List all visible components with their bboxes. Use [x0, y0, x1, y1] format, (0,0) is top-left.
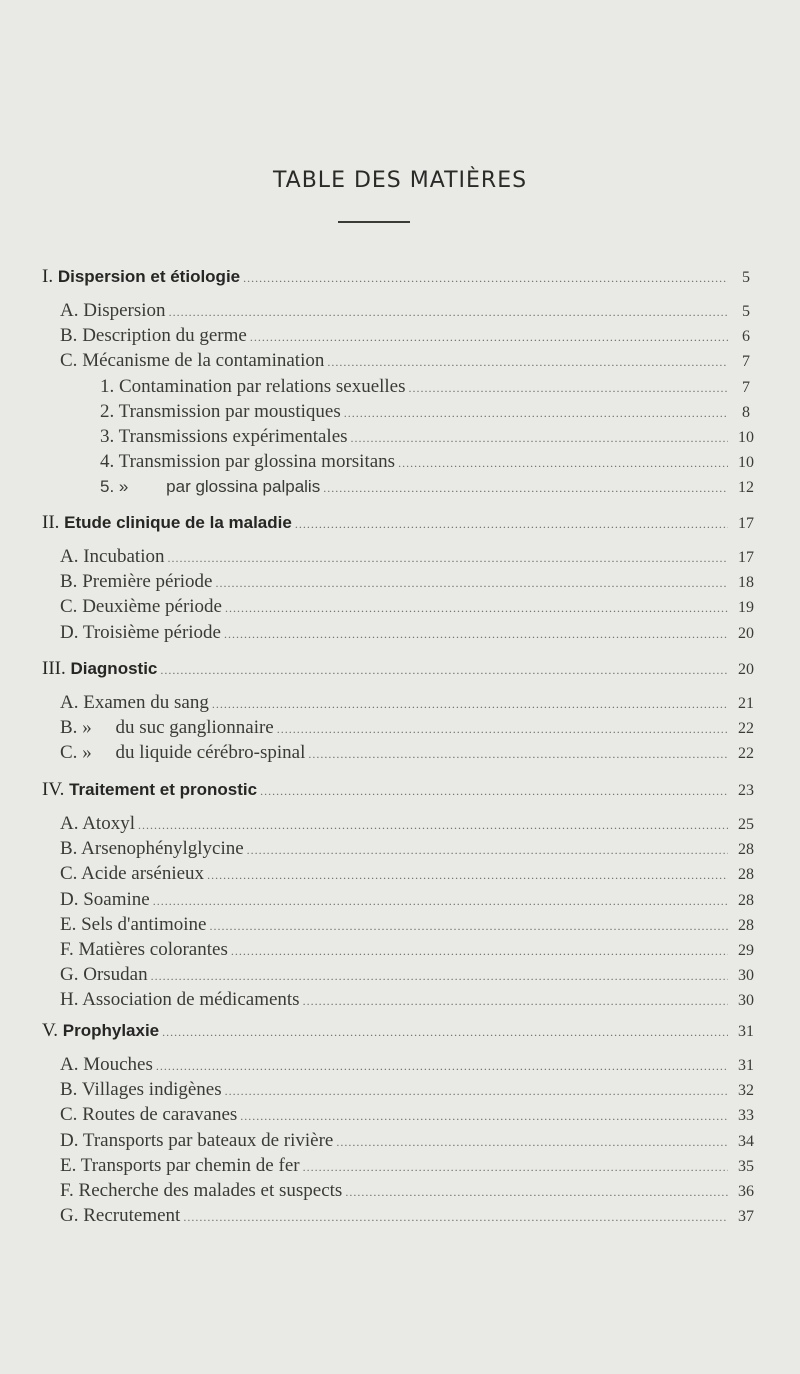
- toc-section-row: [42, 1018, 758, 1044]
- entry-label: [60, 912, 206, 938]
- entry-label: [60, 861, 204, 887]
- section-title: Dispersion et étiologie: [57, 267, 241, 286]
- entry-title: Transports par bateaux de rivière: [82, 1129, 334, 1151]
- dot-leader: [295, 511, 728, 537]
- entry-title: Atoxyl: [82, 813, 135, 834]
- section-title: Etude clinique de la maladie: [64, 513, 292, 532]
- entry-title: Soamine: [83, 888, 150, 910]
- toc-item-row: [60, 690, 758, 716]
- entry-title: Villages indigènes: [81, 1079, 222, 1101]
- entry-prefix: C.: [60, 863, 78, 885]
- page-number: 31: [738, 1057, 754, 1074]
- entry-prefix: C.: [60, 742, 78, 764]
- dot-leader: [225, 1078, 728, 1104]
- page-number: 31: [738, 1023, 754, 1040]
- page-number: 33: [738, 1107, 754, 1125]
- page-number: 5: [742, 303, 750, 320]
- page-number: 25: [738, 816, 754, 833]
- entry-title: Acide arsénieux: [81, 863, 205, 885]
- toc-item-row: [60, 298, 758, 324]
- entry-title: Recrutement: [83, 1205, 181, 1227]
- toc-section-row: [42, 264, 758, 290]
- entry-title: Examen du sang: [83, 692, 209, 713]
- page-number: 19: [738, 599, 754, 617]
- section-title: Traitement et pronostic: [69, 780, 258, 799]
- entry-prefix: A.: [60, 1054, 79, 1075]
- dot-leader: [212, 691, 728, 717]
- page-number: 22: [738, 745, 754, 763]
- page-number: 22: [738, 720, 754, 738]
- toc-subitem-row: [100, 399, 758, 425]
- entry-label: [60, 1102, 237, 1128]
- dot-leader: [151, 963, 728, 989]
- dot-leader: [160, 657, 728, 683]
- dot-leader: [409, 375, 728, 401]
- toc-item-row: [60, 1178, 758, 1204]
- dot-leader: [183, 1204, 728, 1230]
- entry-title: Sels d'antimoine: [81, 913, 207, 935]
- dot-leader: [169, 299, 728, 325]
- page-number: 28: [738, 841, 754, 859]
- entry-title: Dispersion: [83, 300, 166, 321]
- toc-item-row: [60, 620, 758, 646]
- entry-title: Matières colorantes: [78, 939, 228, 960]
- entry-prefix: B.: [60, 571, 78, 593]
- entry-prefix: G.: [60, 964, 79, 986]
- toc-subitem-row: [100, 374, 758, 400]
- entry-prefix: A.: [60, 300, 79, 321]
- entry-title: Description du germe: [82, 325, 247, 347]
- dot-leader: [303, 1154, 728, 1180]
- page-number: 28: [738, 891, 754, 909]
- entry-label: [60, 544, 165, 570]
- dot-leader: [351, 425, 728, 451]
- entry-title: Mouches: [83, 1054, 153, 1075]
- entry-label: [60, 937, 228, 963]
- entry-label: [60, 298, 166, 324]
- entry-prefix: G.: [60, 1205, 79, 1227]
- toc-item-row: [60, 544, 758, 570]
- entry-title: Première période: [82, 571, 213, 593]
- toc-item-row: [60, 937, 758, 963]
- entry-prefix: E.: [60, 1154, 77, 1176]
- page-number: 5: [742, 269, 750, 286]
- entry-prefix: 2.: [100, 400, 115, 422]
- dot-leader: [207, 862, 728, 888]
- entry-prefix: 5.: [100, 477, 115, 497]
- toc-item-row: [60, 348, 758, 374]
- section-number: V.: [42, 1020, 59, 1041]
- page-number: 32: [738, 1082, 754, 1100]
- dot-leader: [231, 938, 728, 964]
- dot-leader: [398, 450, 728, 476]
- section-title: Diagnostic: [70, 659, 158, 678]
- page-number: 20: [738, 624, 754, 642]
- entry-prefix: A.: [60, 813, 79, 834]
- entry-title: Orsudan: [83, 964, 148, 986]
- section-heading: [42, 656, 157, 682]
- entry-prefix: F.: [60, 939, 74, 960]
- toc-section-row: [42, 510, 758, 536]
- entry-prefix: 1.: [100, 375, 115, 397]
- page-number: 12: [738, 479, 754, 497]
- page-number: 29: [738, 942, 754, 959]
- entry-label: [60, 1077, 222, 1103]
- page-number: 17: [738, 549, 754, 566]
- toc-item-row: [60, 962, 758, 988]
- entry-label: [100, 449, 395, 475]
- toc-item-row: [60, 887, 758, 913]
- section-number: IV.: [42, 779, 65, 800]
- dot-leader: [162, 1019, 728, 1045]
- toc-item-row: [60, 323, 758, 349]
- page-number: 34: [738, 1132, 754, 1150]
- toc-item-row: [60, 836, 758, 862]
- toc-section-row: [42, 656, 758, 682]
- section-heading: [42, 777, 257, 803]
- entry-title: » par glossina palpalis: [118, 477, 321, 497]
- entry-label: [60, 811, 135, 837]
- entry-title: Arsenophénylglycine: [81, 838, 244, 860]
- entry-label: [60, 1178, 342, 1204]
- toc-item-row: [60, 569, 758, 595]
- entry-label: [60, 836, 244, 862]
- entry-title: Troisième période: [82, 621, 221, 643]
- dot-leader: [277, 716, 728, 742]
- dot-leader: [323, 475, 728, 501]
- section-heading: [42, 1018, 159, 1044]
- page-number: 35: [738, 1157, 754, 1175]
- page-number: 23: [738, 782, 754, 799]
- dot-leader: [224, 621, 728, 647]
- entry-title: » du suc ganglionnaire: [82, 717, 274, 739]
- entry-prefix: A.: [60, 546, 79, 567]
- entry-prefix: B.: [60, 717, 78, 739]
- entry-prefix: A.: [60, 692, 79, 713]
- section-heading: [42, 510, 292, 536]
- page-number: 6: [742, 328, 750, 346]
- entry-prefix: E.: [60, 913, 77, 935]
- entry-prefix: C.: [60, 1104, 78, 1126]
- dot-leader: [225, 595, 728, 621]
- entry-label: [60, 1203, 180, 1229]
- entry-prefix: F.: [60, 1180, 74, 1201]
- toc-item-row: [60, 1052, 758, 1078]
- toc-subitem-row: [100, 424, 758, 450]
- page-number: 7: [742, 353, 750, 371]
- dot-leader: [260, 778, 728, 804]
- dot-leader: [345, 1179, 728, 1205]
- toc-item-row: [60, 1128, 758, 1154]
- entry-prefix: 3.: [100, 426, 115, 447]
- toc-item-row: [60, 861, 758, 887]
- entry-prefix: B.: [60, 325, 78, 347]
- page-number: 30: [738, 992, 754, 1010]
- entry-label: [60, 887, 150, 913]
- section-heading: [42, 264, 240, 290]
- entry-label: [60, 987, 300, 1013]
- dot-leader: [168, 545, 729, 571]
- entry-title: Contamination par relations sexuelles: [119, 375, 406, 397]
- entry-title: Transmissions expérimentales: [118, 426, 348, 447]
- dot-leader: [336, 1129, 728, 1155]
- page-number: 8: [742, 403, 750, 421]
- toc-item-row: [60, 987, 758, 1013]
- dot-leader: [240, 1103, 728, 1129]
- toc-item-row: [60, 715, 758, 741]
- entry-title: » du liquide cérébro-spinal: [82, 742, 306, 764]
- entry-title: Recherche des malades et suspects: [78, 1180, 343, 1201]
- entry-label: [60, 569, 213, 595]
- toc-section-row: [42, 777, 758, 803]
- entry-label: [60, 323, 247, 349]
- entry-prefix: D.: [60, 1129, 79, 1151]
- toc-item-row: [60, 1203, 758, 1229]
- entry-label: [60, 594, 222, 620]
- page-number: 28: [738, 916, 754, 934]
- entry-prefix: D.: [60, 888, 79, 910]
- page-number: 20: [738, 661, 754, 678]
- entry-label: [60, 715, 274, 741]
- toc-item-row: [60, 1102, 758, 1128]
- entry-label: [100, 424, 348, 450]
- entry-title: Transmission par moustiques: [118, 400, 341, 422]
- page-title: TABLE DES MATIÈRES: [272, 168, 528, 193]
- page-number: 10: [738, 454, 754, 472]
- entry-title: Mécanisme de la contamination: [82, 350, 325, 372]
- entry-prefix: D.: [60, 621, 79, 643]
- entry-label: [60, 348, 324, 374]
- page-number: 30: [738, 967, 754, 985]
- toc-subitem-row: [100, 449, 758, 475]
- dot-leader: [243, 265, 728, 291]
- entry-label: [60, 690, 209, 716]
- dot-leader: [209, 913, 728, 939]
- title-rule: [338, 221, 410, 223]
- toc-item-row: [60, 912, 758, 938]
- page-number: 7: [742, 378, 750, 396]
- entry-title: Transports par chemin de fer: [80, 1154, 300, 1176]
- toc-item-row: [60, 1077, 758, 1103]
- page-number: 37: [738, 1208, 754, 1226]
- dot-leader: [250, 324, 728, 350]
- entry-label: [60, 962, 148, 988]
- toc-item-row: [60, 740, 758, 766]
- section-number: II.: [42, 512, 60, 533]
- entry-label: [100, 374, 406, 400]
- dot-leader: [344, 400, 728, 426]
- section-number: III.: [42, 658, 66, 679]
- toc-item-row: [60, 594, 758, 620]
- entry-title: Incubation: [83, 546, 165, 567]
- entry-prefix: C.: [60, 596, 78, 618]
- entry-label: [60, 1153, 300, 1179]
- entry-title: Routes de caravanes: [82, 1104, 238, 1126]
- toc-item-row: [60, 811, 758, 837]
- section-number: I.: [42, 266, 54, 287]
- dot-leader: [216, 570, 729, 596]
- entry-label: [100, 474, 320, 500]
- dot-leader: [138, 812, 728, 838]
- entry-label: [100, 399, 341, 425]
- dot-leader: [156, 1053, 728, 1079]
- dot-leader: [308, 741, 728, 767]
- entry-title: Transmission par glossina morsitans: [118, 451, 396, 473]
- section-title: Prophylaxie: [62, 1021, 160, 1040]
- dot-leader: [153, 888, 728, 914]
- dot-leader: [327, 349, 728, 375]
- entry-prefix: H.: [60, 989, 79, 1011]
- page-number: 10: [738, 429, 754, 446]
- entry-prefix: C.: [60, 350, 78, 372]
- entry-prefix: B.: [60, 1079, 78, 1101]
- entry-prefix: B.: [60, 838, 78, 860]
- dot-leader: [247, 837, 728, 863]
- entry-prefix: 4.: [100, 451, 115, 473]
- entry-title: Deuxième période: [82, 596, 222, 618]
- page-number: 36: [738, 1183, 754, 1200]
- toc-subitem-row: [100, 474, 758, 500]
- page-number: 17: [738, 515, 754, 532]
- entry-label: [60, 1128, 333, 1154]
- entry-label: [60, 740, 305, 766]
- entry-title: Association de médicaments: [82, 989, 300, 1011]
- page-number: 28: [738, 866, 754, 884]
- page-number: 21: [738, 695, 754, 712]
- page-number: 18: [738, 574, 754, 592]
- entry-label: [60, 620, 221, 646]
- dot-leader: [303, 988, 728, 1014]
- entry-label: [60, 1052, 153, 1078]
- toc-item-row: [60, 1153, 758, 1179]
